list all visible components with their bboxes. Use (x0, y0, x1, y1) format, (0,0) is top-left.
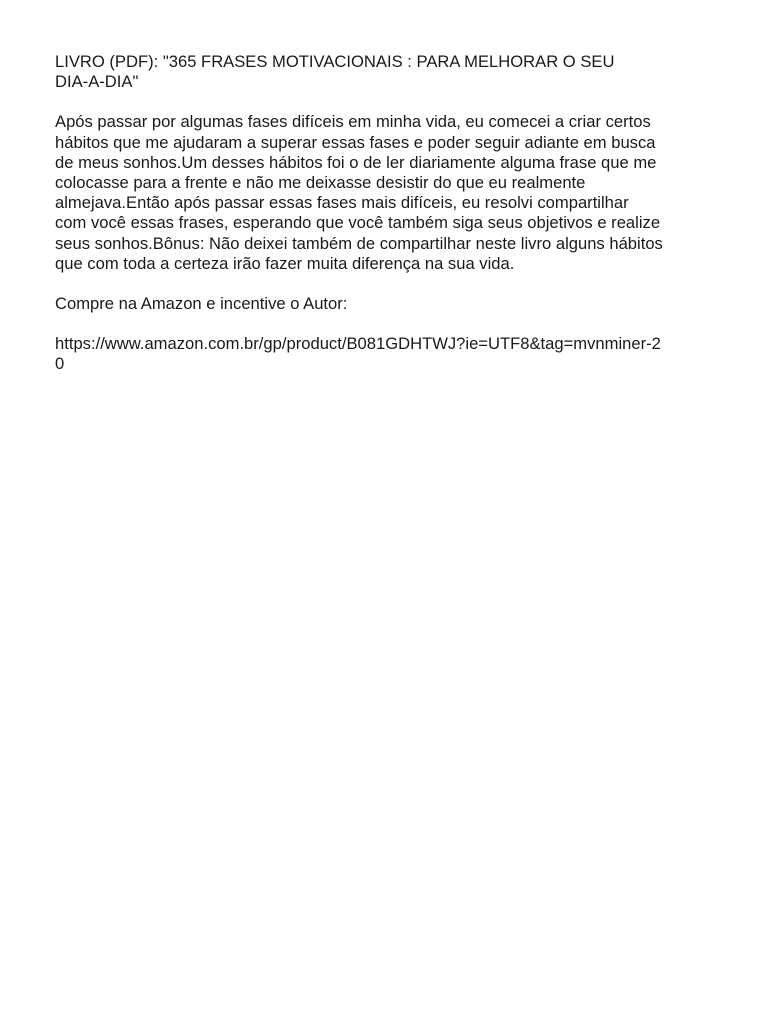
description-line: que com toda a certeza irão fazer muita diferença na sua vida. (55, 253, 515, 273)
cta-paragraph (55, 294, 728, 314)
document-description (55, 112, 728, 274)
amazon-link[interactable] (55, 334, 728, 374)
title-line: DIA-A-DIA" (55, 72, 139, 92)
description-line: almejava.Então após passar essas fases mais difíceis, eu resolvi compartilhar (55, 193, 629, 213)
description-line: colocasse para a frente e não me deixasse desistir do que eu realmente (55, 173, 586, 193)
title-line: LIVRO (PDF): "365 FRASES MOTIVACIONAIS : PARA MELHORAR O SEU (55, 52, 615, 71)
description-line: Após passar por algumas fases difíceis em minha vida, eu comecei a criar certos (55, 112, 651, 132)
link-line[interactable]: https://www.amazon.com.br/gp/product/B081GDHTWJ?ie=UTF8&tag=mvnminer-2 (55, 334, 661, 354)
document-title (55, 52, 728, 92)
cta-text: Compre na Amazon e incentive o Autor: (55, 294, 348, 314)
description-line: seus sonhos.Bônus: Não deixei também de compartilhar neste livro alguns hábitos (55, 233, 663, 253)
description-line: hábitos que me ajudaram a superar essas fases e poder seguir adiante em busca (55, 132, 656, 152)
link-line[interactable]: 0 (55, 354, 65, 374)
description-line: de meus sonhos.Um desses hábitos foi o de ler diariamente alguma frase que me (55, 152, 657, 172)
description-line: com você essas frases, esperando que você também siga seus objetivos e realize (55, 213, 661, 233)
